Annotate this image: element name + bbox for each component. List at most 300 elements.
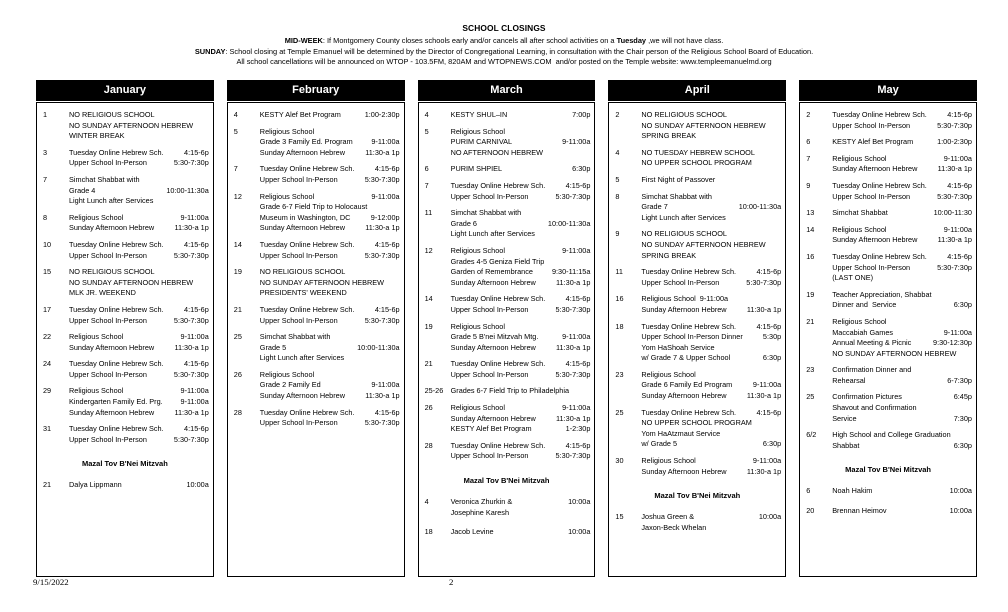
event-line [260,332,400,343]
event-text: Sunday Afternoon Hebrew [450,413,536,423]
event-day: 5 [424,126,429,136]
event-line [69,223,209,234]
event-line [451,305,591,316]
event-time: 5:30-7:30p [937,191,972,201]
event-lines [69,240,209,261]
event-line [832,441,972,452]
calendar-event [423,294,591,315]
calendar-event [804,365,972,386]
event-line [832,252,972,263]
event-line [260,353,400,364]
event-lines [451,127,591,159]
calendar-event [804,392,972,424]
event-line [832,154,972,165]
event-time: 11:30-a 1p [746,304,782,314]
event-lines [451,246,591,288]
mazal-entry [804,506,972,517]
event-text: Upper School In-Person Dinner [641,332,743,342]
event-line [260,202,400,213]
event-text: Grade 4 [69,185,96,195]
calendar-event [232,127,400,159]
event-line [641,523,781,534]
event-text: Religious School 9-11:00a [641,294,729,304]
event-line [641,213,781,224]
event-text: Tuesday Online Hebrew Sch. [450,294,546,304]
event-text: Sunday Afternoon Hebrew [69,342,155,352]
event-line [260,316,400,327]
event-text: Simchat Shabbat with [450,208,522,218]
event-text: Sunday Afternoon Hebrew [641,304,727,314]
event-line [832,376,972,387]
event-day: 7 [806,153,811,163]
event-time: 4:15-6p [374,304,400,314]
event-line [451,208,591,219]
event-text: Religious School [450,245,505,255]
event-day: 22 [43,332,52,342]
event-text: NO RELIGIOUS SCHOOL [69,267,155,277]
event-text: Tuesday Online Hebrew Sch. [69,147,164,157]
calendar-event [232,267,400,299]
event-line [641,121,781,132]
header-text-segment: : If Montgomery County closes schools early and/or cancels all after school activities on a [322,36,617,45]
event-time: 4:15-6p [947,251,972,261]
event-text: KESTY Alef Bet Program [259,110,341,119]
event-time: 9-12:00p [370,212,400,222]
event-text: Service [832,413,857,423]
event-time: 4:15-6p [565,359,591,369]
calendar-event [804,137,972,148]
event-time: 4:15-6p [374,164,400,174]
event-line [451,219,591,230]
event-time: 4:15-6p [565,180,591,190]
event-line [641,429,781,440]
event-line [832,328,972,339]
event-time: 9-11:00a [943,327,972,337]
event-day: 18 [424,527,433,537]
mazal-tov-title: Mazal Tov B'Nei Mitzvah [654,491,741,501]
event-line [641,294,781,305]
event-time: 10:00-11:30 [933,208,972,218]
event-line [451,386,591,397]
event-lines [69,110,209,142]
event-time: 9-11:00a [180,397,209,407]
event-text: NO RELIGIOUS SCHOOL [641,229,727,239]
event-text: Tuesday Online Hebrew Sch. [641,407,737,417]
event-time: 4:15-6p [947,180,972,190]
event-text: Sunday Afternoon Hebrew [641,391,727,401]
event-line [641,467,781,478]
event-line [260,418,400,429]
event-lines [69,359,209,380]
event-line [832,403,972,414]
event-day: 31 [43,424,52,434]
event-day: 6/2 [806,430,817,440]
month-column-april [608,80,786,577]
event-line [641,408,781,419]
event-line [451,508,591,519]
event-line [641,267,781,278]
event-text: PRESIDENTS' WEEKEND [259,288,347,298]
event-line [451,148,591,159]
event-line [641,418,781,429]
header-text-segment: ,we will not have class. [646,36,724,45]
event-text: First Night of Passover [641,174,716,184]
event-line [260,305,400,316]
event-day: 25-26 [424,386,444,396]
event-day: 8 [43,212,48,222]
event-time: 11:30-a 1p [365,223,400,233]
event-text: Tuesday Online Hebrew Sch. [259,304,355,314]
event-line [832,137,972,148]
event-line [451,229,591,240]
event-text: KESTY Alef Bet Program [832,137,914,147]
event-line [451,343,591,354]
event-text: Upper School In-Person [69,315,147,325]
event-line [69,370,209,381]
event-text: Light Lunch after Services [259,353,345,363]
event-text: (LAST ONE) [832,273,874,283]
event-time: 9:30-11:15a [551,267,591,277]
event-line [832,365,972,376]
header-line-announce [0,57,1008,68]
event-text: Simchat Shabbat with [69,174,140,184]
event-line [832,486,972,497]
event-line [260,288,400,299]
event-line [832,263,972,274]
event-lines [69,213,209,234]
event-time: 5:30-7:30p [937,120,972,130]
event-day: 26 [233,369,242,379]
event-text: Light Lunch after Services [450,229,535,239]
mazal-entry [423,527,591,538]
month-header: January [36,80,214,101]
event-lines [451,359,591,380]
event-text: Simchat Shabbat [832,208,888,218]
event-lines [260,164,400,185]
event-time: 10:00-11:30a [738,202,782,212]
event-day: 19 [806,289,815,299]
event-lines [832,392,972,424]
event-time: 10:00a [186,480,209,490]
event-line [641,332,781,343]
event-text: Upper School In-Person [832,262,911,272]
event-line [69,148,209,159]
event-lines [641,512,781,533]
event-lines [832,252,972,284]
event-text: PURIM CARNIVAL [450,137,513,147]
event-line [69,186,209,197]
event-text: High School and College Graduation [832,430,951,440]
event-day: 6 [424,164,429,174]
calendar-event [232,370,400,402]
event-line [451,403,591,414]
event-time: 9-11:00a [562,137,591,147]
event-time: 6:45p [953,392,972,402]
calendar-event [804,290,972,311]
event-day: 28 [233,407,242,417]
event-line [69,343,209,354]
event-time: 1:00-2:30p [937,137,972,147]
event-line [69,213,209,224]
event-time: 9-11:00a [943,224,972,234]
month-column-february [227,80,405,577]
event-line [641,343,781,354]
event-time: 5:30-7:30p [364,315,400,325]
event-time: 11:30-a 1p [365,147,400,157]
calendar-event [423,208,591,240]
event-day: 6 [806,486,811,496]
event-time: 5:30-7:30p [173,369,209,379]
event-line [451,527,591,538]
event-day: 4 [233,110,238,119]
event-day: 8 [615,191,620,201]
event-day: 21 [43,480,52,490]
event-line [260,391,400,402]
event-day: 23 [806,365,815,375]
event-day: 18 [615,321,624,331]
event-text: Tuesday Online Hebrew Sch. [641,267,737,277]
event-text: Upper School In-Person [259,250,338,260]
event-time: 5:30-7:30p [364,418,400,428]
event-text: Grade 6 Family Ed Program [641,380,733,390]
event-text: NO SUNDAY AFTERNOON HEBREW [832,348,957,358]
calendar-event [232,408,400,429]
header-text-segment: Tuesday [616,36,647,45]
event-line [260,251,400,262]
event-lines [69,175,209,207]
event-line [260,223,400,234]
event-lines [832,506,972,517]
event-text: Grade 5 [259,342,287,352]
event-time: 4:15-6p [184,304,209,314]
event-lines [451,181,591,202]
calendar-event [613,175,781,186]
event-line [69,397,209,408]
event-line [69,316,209,327]
event-day: 25 [233,332,242,342]
event-line [260,267,400,278]
event-time: 4:15-6p [756,321,782,331]
calendar-event [232,305,400,326]
event-day: 17 [43,304,52,314]
calendar-event [423,403,591,435]
event-text: Sunday Afternoon Hebrew [259,147,345,157]
event-day: 26 [424,403,433,413]
event-text: Tuesday Online Hebrew Sch. [450,440,546,450]
event-text: Upper School In-Person [641,277,720,287]
event-text: Tuesday Online Hebrew Sch. [259,164,355,174]
event-time: 11:30-a 1p [937,235,972,245]
mazal-entry [804,486,972,497]
calendar-event [232,110,400,121]
event-time: 4:15-6p [565,440,591,450]
event-time: 11:30-a 1p [174,407,209,417]
event-line [260,175,400,186]
event-time: 4:15-6p [184,239,209,249]
event-line [451,322,591,333]
event-time: 9-11:00a [371,191,400,201]
calendar-event [41,359,209,380]
calendar-event [804,225,972,246]
event-text: Jacob Levine [450,527,494,537]
event-line [832,225,972,236]
event-line [69,359,209,370]
event-text: Religious School [259,191,315,201]
event-text: Yom HaShoah Service [641,342,715,352]
event-line [451,451,591,462]
event-line [832,192,972,203]
calendar-event [613,408,781,450]
event-text: Upper School In-Person [259,174,338,184]
event-line [69,121,209,132]
calendar-event [41,110,209,142]
event-line [641,439,781,450]
event-text: NO SUNDAY AFTERNOON HEBREW [259,277,384,287]
event-line [641,192,781,203]
event-line [451,441,591,452]
event-line [641,322,781,333]
event-day: 15 [615,512,624,522]
event-text: Tuesday Online Hebrew Sch. [69,239,164,249]
event-text: Sunday Afternoon Hebrew [259,391,345,401]
event-time: 10:00a [568,497,591,507]
event-time: 4:15-6p [756,267,782,277]
event-text: Tuesday Online Hebrew Sch. [259,239,355,249]
event-line [641,240,781,251]
event-day: 19 [424,321,433,331]
event-time: 6:30p [953,300,972,310]
event-line [641,380,781,391]
event-lines [451,527,591,538]
event-text: Josephine Karesh [450,507,510,517]
event-text: SPRING BREAK [641,131,697,141]
event-text: KESTY Alef Bet Program [450,424,532,434]
event-line [832,317,972,328]
event-line [69,175,209,186]
event-text: Grade 6-7 Field Trip to Holocaust [259,202,368,212]
event-text: Annual Meeting & Picnic [832,338,912,348]
event-day: 2 [806,110,811,119]
event-line [451,137,591,148]
event-line [641,148,781,159]
event-time: 11:30-a 1p [937,164,972,174]
event-lines [451,441,591,462]
event-text: Religious School [832,224,887,234]
event-lines [69,267,209,299]
event-line [832,290,972,301]
event-lines [641,148,781,169]
event-text: Grade 6 [450,218,477,228]
event-text: Religious School [69,212,124,222]
event-text: Religious School [69,386,124,396]
event-day: 16 [806,251,815,261]
event-lines [641,267,781,288]
calendar-event [613,110,781,142]
event-text: Grade 7 [641,202,668,212]
event-lines [260,192,400,234]
event-time: 1-2:30p [565,424,591,434]
event-lines [69,424,209,445]
event-day: 12 [424,245,433,255]
event-text: Joshua Green & [641,512,695,522]
event-text: Tuesday Online Hebrew Sch. [832,110,927,119]
event-text: Sunday Afternoon Hebrew [259,223,345,233]
event-time: 11:30-a 1p [746,391,782,401]
page-title: SCHOOL CLOSINGS [462,23,546,33]
event-text: Religious School [69,332,124,342]
footer-date: 9/15/2022 [33,577,69,587]
event-line [260,343,400,354]
calendar-event [423,386,591,397]
event-day: 14 [233,239,242,249]
event-text: Upper School In-Person [69,250,147,260]
event-time: 5:30-7:30p [364,174,400,184]
event-line [832,349,972,360]
event-line [260,192,400,203]
calendar-event [804,252,972,284]
event-text: Tuesday Online Hebrew Sch. [259,407,355,417]
event-line [260,110,400,121]
event-text: Religious School [641,369,696,379]
event-day: 21 [233,304,242,314]
event-day: 23 [615,369,624,379]
event-line [69,240,209,251]
event-line [641,391,781,402]
event-lines [69,386,209,418]
event-day: 3 [43,147,48,157]
event-line [451,332,591,343]
event-lines [69,332,209,353]
event-line [451,370,591,381]
event-line [641,110,781,121]
header-text-segment: MID-WEEK [284,36,323,45]
event-text: Upper School In-Person [69,434,147,444]
event-text: Religious School [259,126,315,136]
event-line [641,175,781,186]
event-day: 7 [233,164,238,174]
event-line [641,131,781,142]
event-text: Confirmation Pictures [832,392,902,402]
event-line [832,273,972,284]
event-line [641,305,781,316]
event-text: Jaxon-Beck Whelan [641,522,707,532]
calendar-event [804,110,972,131]
event-text: Brennan Heimov [832,506,887,516]
event-text: Sunday Afternoon Hebrew [69,407,155,417]
event-text: Kindergarten Family Ed. Prg. [69,397,163,407]
event-lines [451,164,591,175]
calendar-event [232,164,400,185]
event-lines [832,110,972,131]
event-text: Upper School In-Person [450,191,529,201]
event-text: NO AFTERNOON HEBREW [450,147,544,157]
event-text: Grades 6-7 Field Trip to Philadelphia [450,386,570,396]
event-time: 11:30-a 1p [556,342,591,352]
event-line [451,127,591,138]
event-lines [641,192,781,224]
event-line [69,305,209,316]
event-line [451,267,591,278]
event-time: 10:00-11:30a [547,218,591,228]
calendar-event [804,208,972,219]
event-text: Museum in Washington, DC [259,212,351,222]
event-line [451,181,591,192]
event-day: 11 [424,208,433,218]
event-line [832,235,972,246]
event-time: 4:15-6p [374,239,400,249]
event-day: 21 [806,316,815,326]
event-lines [832,317,972,359]
